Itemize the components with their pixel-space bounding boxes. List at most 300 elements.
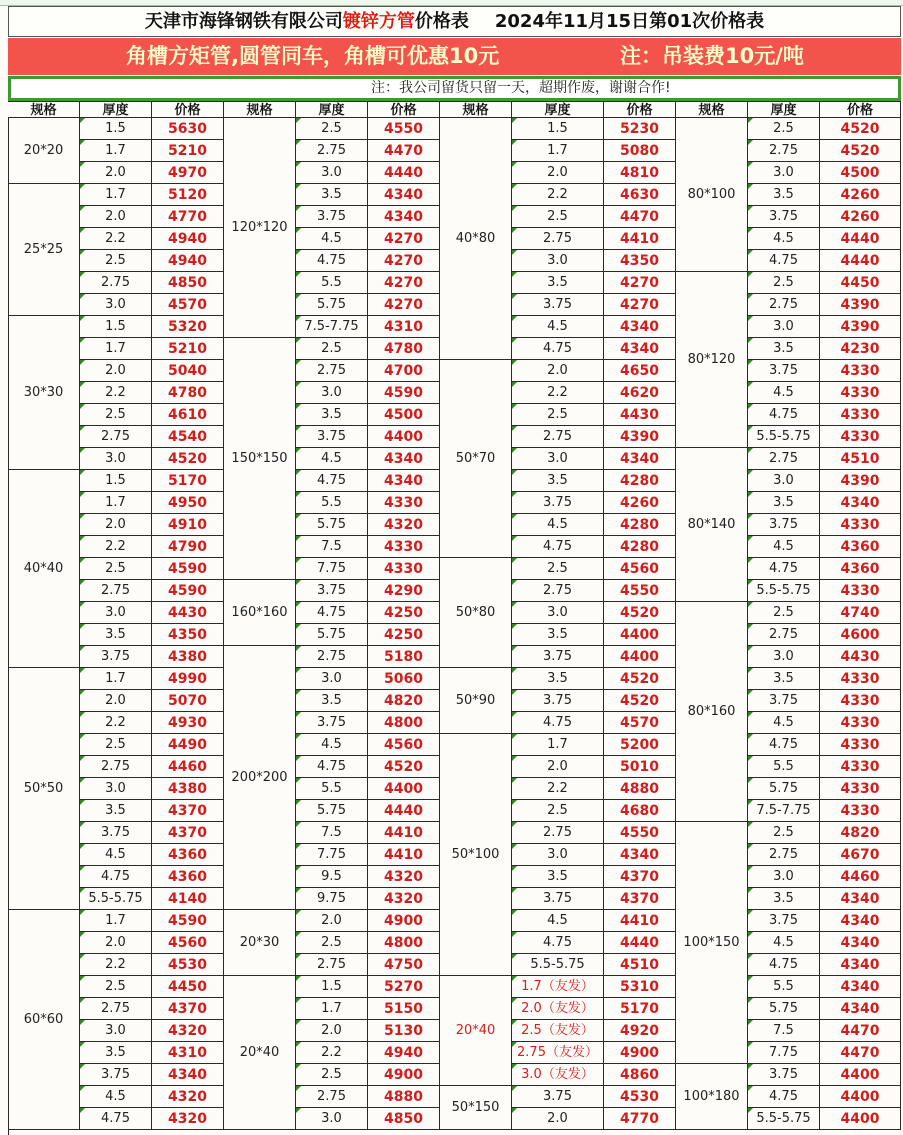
thickness-cell [748,206,820,228]
cell-marker-icon [512,404,517,409]
price-cell: 4590 [152,910,224,932]
price-cell: 4810 [604,162,676,184]
thickness-cell [748,756,820,778]
thickness-value: 2.75 [543,429,572,444]
price-cell: 4330 [820,756,901,778]
thickness-cell [512,800,604,822]
thickness-cell [748,1042,820,1064]
column-header: 价格 [820,101,901,118]
price-cell: 4380 [152,778,224,800]
thickness-cell [296,800,368,822]
spec-cell: 20*40 [440,976,512,1086]
thickness-value: 2.0 [547,759,568,774]
thickness-cell [748,404,820,426]
price-cell: 4400 [604,646,676,668]
price-cell: 4950 [152,492,224,514]
thickness-value: 9.5 [321,869,342,884]
price-cell: 4330 [820,668,901,690]
thickness-cell [296,1020,368,1042]
price-cell: 4520 [604,690,676,712]
thickness-value: 2.5 [547,561,568,576]
price-cell: 4390 [604,426,676,448]
price-cell: 4770 [152,206,224,228]
thickness-value: 2.75 [101,583,130,598]
price-cell: 4270 [368,228,440,250]
cell-marker-icon [80,536,85,541]
cell-marker-icon [748,866,753,871]
cell-marker-icon [296,690,301,695]
price-cell: 4520 [368,756,440,778]
cell-marker-icon [296,338,301,343]
cell-marker-icon [80,844,85,849]
cell-marker-icon [296,888,301,893]
thickness-value: 2.2 [105,231,126,246]
price-cell: 4340 [820,954,901,976]
thickness-value: 3.75 [101,825,130,840]
hold-notice [8,76,901,101]
thickness-value: 2.5（友发） [521,1023,594,1038]
thickness-value: 4.75 [317,759,346,774]
thickness-value: 7.5 [773,1023,794,1038]
cell-marker-icon [512,316,517,321]
thickness-cell [80,888,152,910]
thickness-value: 2.0 [547,363,568,378]
spec-cell: 20*20 [8,118,80,184]
thickness-cell [296,844,368,866]
cell-marker-icon [80,1086,85,1091]
thickness-cell [748,800,820,822]
thickness-value: 5.5-5.75 [88,891,143,906]
price-cell: 4530 [152,954,224,976]
cell-marker-icon [80,272,85,277]
thickness-cell [80,998,152,1020]
price-cell: 4770 [604,1108,676,1130]
thickness-value: 3.0 [105,605,126,620]
cell-marker-icon [80,778,85,783]
thickness-cell [748,910,820,932]
price-cell: 4330 [820,734,901,756]
thickness-value: 3.5 [105,803,126,818]
cell-marker-icon [80,514,85,519]
spec-cell: 80*160 [676,602,748,822]
thickness-cell [80,954,152,976]
thickness-value: 3.75 [317,715,346,730]
cell-marker-icon [296,228,301,233]
thickness-cell [296,338,368,360]
thickness-cell [80,668,152,690]
thickness-value: 1.5 [105,319,126,334]
thickness-cell [80,536,152,558]
cell-marker-icon [748,624,753,629]
price-cell: 4880 [604,778,676,800]
price-cell: 5210 [152,338,224,360]
thickness-cell [296,954,368,976]
cell-marker-icon [748,250,753,255]
price-cell: 5180 [368,646,440,668]
price-cell: 4550 [604,580,676,602]
thickness-cell [512,250,604,272]
thickness-cell [748,316,820,338]
thickness-value: 2.0 [321,1023,342,1038]
price-cell: 4440 [820,228,901,250]
cell-marker-icon [512,1064,517,1069]
price-cell: 4260 [604,492,676,514]
thickness-cell [512,1020,604,1042]
thickness-value: 7.5 [321,539,342,554]
cell-marker-icon [80,206,85,211]
price-cell: 4370 [604,888,676,910]
thickness-cell [296,250,368,272]
cell-marker-icon [512,184,517,189]
price-cell: 5070 [152,690,224,712]
price-cell: 4550 [368,118,440,140]
price-cell: 4400 [820,1086,901,1108]
price-cell: 4470 [820,1020,901,1042]
price-cell: 4670 [820,844,901,866]
thickness-cell [512,492,604,514]
cell-marker-icon [512,492,517,497]
thickness-value: 4.75 [769,1089,798,1104]
thickness-cell [512,1108,604,1130]
thickness-value: 3.75 [101,649,130,664]
cell-marker-icon [512,1086,517,1091]
thickness-value: 2.0 [105,209,126,224]
cell-marker-icon [512,778,517,783]
thickness-cell [296,382,368,404]
thickness-cell [512,646,604,668]
cell-marker-icon [296,404,301,409]
cell-marker-icon [296,250,301,255]
thickness-value: 1.5 [321,979,342,994]
cell-marker-icon [296,910,301,915]
thickness-cell [296,778,368,800]
thickness-cell [296,1042,368,1064]
price-cell: 4800 [368,932,440,954]
cell-marker-icon [296,294,301,299]
spec-cell: 20*40 [224,976,296,1130]
price-cell: 4590 [152,558,224,580]
thickness-value: 2.5 [105,407,126,422]
thickness-cell [296,536,368,558]
thickness-value: 2.75 [101,275,130,290]
price-cell: 4320 [368,888,440,910]
cell-marker-icon [748,1042,753,1047]
price-cell: 4970 [152,162,224,184]
thickness-value: 2.75 [317,363,346,378]
price-cell: 5230 [604,118,676,140]
thickness-cell [512,602,604,624]
thickness-value: 3.0 [547,451,568,466]
thickness-value: 2.75 [101,1001,130,1016]
price-cell: 4390 [820,316,901,338]
thickness-cell [80,844,152,866]
price-cell: 4400 [820,1064,901,1086]
cell-marker-icon [512,712,517,717]
thickness-cell [296,734,368,756]
cell-marker-icon [512,954,517,959]
thickness-value: 4.5 [105,1089,126,1104]
spec-cell: 100*180 [676,1064,748,1130]
cell-marker-icon [80,360,85,365]
sheet-title [8,6,901,37]
thickness-value: 5.5 [773,979,794,994]
thickness-value: 3.75 [543,693,572,708]
thickness-cell [80,778,152,800]
thickness-value: 3.75 [317,209,346,224]
spec-cell: 40*80 [440,118,512,360]
cell-marker-icon [80,470,85,475]
cell-marker-icon [748,822,753,827]
cell-marker-icon [80,250,85,255]
price-cell: 4340 [820,998,901,1020]
company-name: 天津市海锋钢铁有限公司 [144,11,343,32]
cell-marker-icon [512,866,517,871]
cell-marker-icon [748,778,753,783]
thickness-value: 4.75 [543,341,572,356]
thickness-cell [296,140,368,162]
thickness-value: 4.5 [773,715,794,730]
thickness-value: 2.2 [105,539,126,554]
price-cell: 4910 [152,514,224,536]
thickness-value: 2.75 [769,847,798,862]
thickness-cell [80,624,152,646]
price-cell: 4460 [152,756,224,778]
cell-marker-icon [748,844,753,849]
price-cell: 4340 [152,1064,224,1086]
cell-marker-icon [748,360,753,365]
thickness-cell [748,778,820,800]
thickness-cell [512,580,604,602]
cell-marker-icon [512,206,517,211]
thickness-value: 2.5 [773,275,794,290]
price-cell: 4520 [820,118,901,140]
thickness-cell [296,162,368,184]
price-cell: 4790 [152,536,224,558]
column-header: 价格 [152,101,224,118]
thickness-value: 2.5 [321,121,342,136]
cell-marker-icon [512,800,517,805]
thickness-cell [748,514,820,536]
thickness-cell [80,206,152,228]
thickness-value: 4.5 [773,385,794,400]
cell-marker-icon [748,954,753,959]
thickness-cell [748,338,820,360]
cell-marker-icon [512,514,517,519]
thickness-value: 4.5 [547,913,568,928]
thickness-value: 3.0 [321,385,342,400]
cell-marker-icon [80,646,85,651]
thickness-cell [296,448,368,470]
thickness-value: 2.75 [543,231,572,246]
cell-marker-icon [296,580,301,585]
spec-cell: 80*120 [676,272,748,448]
thickness-cell [296,272,368,294]
thickness-cell [512,272,604,294]
thickness-value: 3.0 [773,319,794,334]
price-cell: 4340 [604,316,676,338]
price-cell: 4430 [604,404,676,426]
thickness-value: 4.75 [317,253,346,268]
thickness-value: 4.5 [773,539,794,554]
thickness-cell [80,294,152,316]
thickness-value: 5.5 [321,275,342,290]
price-cell: 4250 [368,624,440,646]
thickness-value: 3.0 [321,165,342,180]
price-cell: 4250 [368,602,440,624]
thickness-cell [80,646,152,668]
cell-marker-icon [296,514,301,519]
thickness-value: 2.2 [547,385,568,400]
price-cell: 4500 [820,162,901,184]
cell-marker-icon [296,184,301,189]
price-cell: 5120 [152,184,224,206]
thickness-value: 4.75 [317,473,346,488]
cell-marker-icon [296,492,301,497]
thickness-cell [748,140,820,162]
price-cell: 4340 [820,976,901,998]
price-cell: 4320 [152,1108,224,1130]
thickness-value: 5.75 [769,1001,798,1016]
price-cell: 4590 [368,382,440,404]
cell-marker-icon [512,822,517,827]
cell-marker-icon [512,998,517,1003]
spec-cell: 160*160 [224,580,296,646]
cell-marker-icon [748,1086,753,1091]
thickness-cell [748,932,820,954]
price-cell: 4920 [604,1020,676,1042]
thickness-cell [512,382,604,404]
thickness-value: 3.5 [547,275,568,290]
title-suffix: 价格表 [414,11,469,32]
thickness-value: 2.5 [773,605,794,620]
cell-marker-icon [80,866,85,871]
thickness-cell [296,580,368,602]
spec-cell: 30*30 [8,316,80,470]
cell-marker-icon [296,624,301,629]
cell-marker-icon [80,580,85,585]
price-cell: 4320 [152,1020,224,1042]
thickness-cell [748,954,820,976]
cell-marker-icon [512,360,517,365]
thickness-cell [512,404,604,426]
thickness-cell [80,118,152,140]
price-cell: 4860 [604,1064,676,1086]
price-cell: 4390 [820,470,901,492]
thickness-cell [748,646,820,668]
price-cell: 4370 [604,866,676,888]
thickness-cell [80,1020,152,1042]
thickness-value: 5.5 [321,495,342,510]
price-cell: 4520 [820,140,901,162]
thickness-value: 3.0 [105,781,126,796]
cell-marker-icon [80,734,85,739]
price-cell: 4400 [820,1108,901,1130]
spec-cell: 120*120 [224,118,296,338]
thickness-value: 2.2 [547,187,568,202]
thickness-cell [80,338,152,360]
price-cell: 4370 [152,800,224,822]
price-cell: 4340 [368,206,440,228]
thickness-value: 2.5 [105,737,126,752]
thickness-value: 2.0 [547,165,568,180]
spec-cell: 80*140 [676,448,748,602]
thickness-value: 7.5 [321,825,342,840]
price-cell: 4560 [152,932,224,954]
thickness-value: 7.75 [317,561,346,576]
thickness-value: 2.5 [105,561,126,576]
thickness-value: 4.75 [101,1111,130,1126]
thickness-cell [80,514,152,536]
cell-marker-icon [748,536,753,541]
price-cell: 4330 [368,558,440,580]
thickness-value: 4.5 [773,231,794,246]
thickness-cell [512,624,604,646]
price-cell: 4520 [604,602,676,624]
price-cell: 4900 [604,1042,676,1064]
thickness-value: 3.75 [543,297,572,312]
cell-marker-icon [80,492,85,497]
spec-cell: 50*90 [440,668,512,734]
cell-marker-icon [748,514,753,519]
thickness-cell [512,426,604,448]
cell-marker-icon [748,140,753,145]
price-cell: 4520 [152,448,224,470]
price-cell: 4570 [152,294,224,316]
thickness-value: 1.7 [105,187,126,202]
promo-banner [8,38,901,75]
thickness-cell [80,1108,152,1130]
thickness-value: 2.2 [105,957,126,972]
thickness-value: 3.5 [321,407,342,422]
thickness-cell [80,580,152,602]
price-cell: 4230 [820,338,901,360]
cell-marker-icon [296,954,301,959]
price-cell: 4320 [368,866,440,888]
cell-marker-icon [512,470,517,475]
thickness-cell [748,382,820,404]
price-cell: 4340 [820,888,901,910]
column-header: 厚度 [512,101,604,118]
price-cell: 4440 [820,250,901,272]
thickness-value: 1.7（友发） [521,979,594,994]
price-cell: 4940 [152,228,224,250]
thickness-value: 2.0 [105,693,126,708]
thickness-cell [296,910,368,932]
cell-marker-icon [80,162,85,167]
price-cell: 4340 [820,492,901,514]
thickness-cell [748,1020,820,1042]
price-cell: 4290 [368,580,440,602]
cell-marker-icon [80,822,85,827]
thickness-value: 2.5 [547,803,568,818]
cell-marker-icon [80,954,85,959]
cell-marker-icon [748,580,753,585]
price-cell: 4470 [368,140,440,162]
cell-marker-icon [296,712,301,717]
thickness-value: 7.75 [769,1045,798,1060]
thickness-value: 7.5-7.75 [304,319,359,334]
spec-cell: 50*50 [8,668,80,910]
thickness-cell [512,140,604,162]
cell-marker-icon [80,756,85,761]
thickness-value: 2.0（友发） [521,1001,594,1016]
thickness-value: 5.5-5.75 [756,1111,811,1126]
thickness-value: 2.75 [101,429,130,444]
thickness-cell [80,492,152,514]
thickness-cell [748,734,820,756]
thickness-cell [80,602,152,624]
thickness-cell [748,492,820,514]
